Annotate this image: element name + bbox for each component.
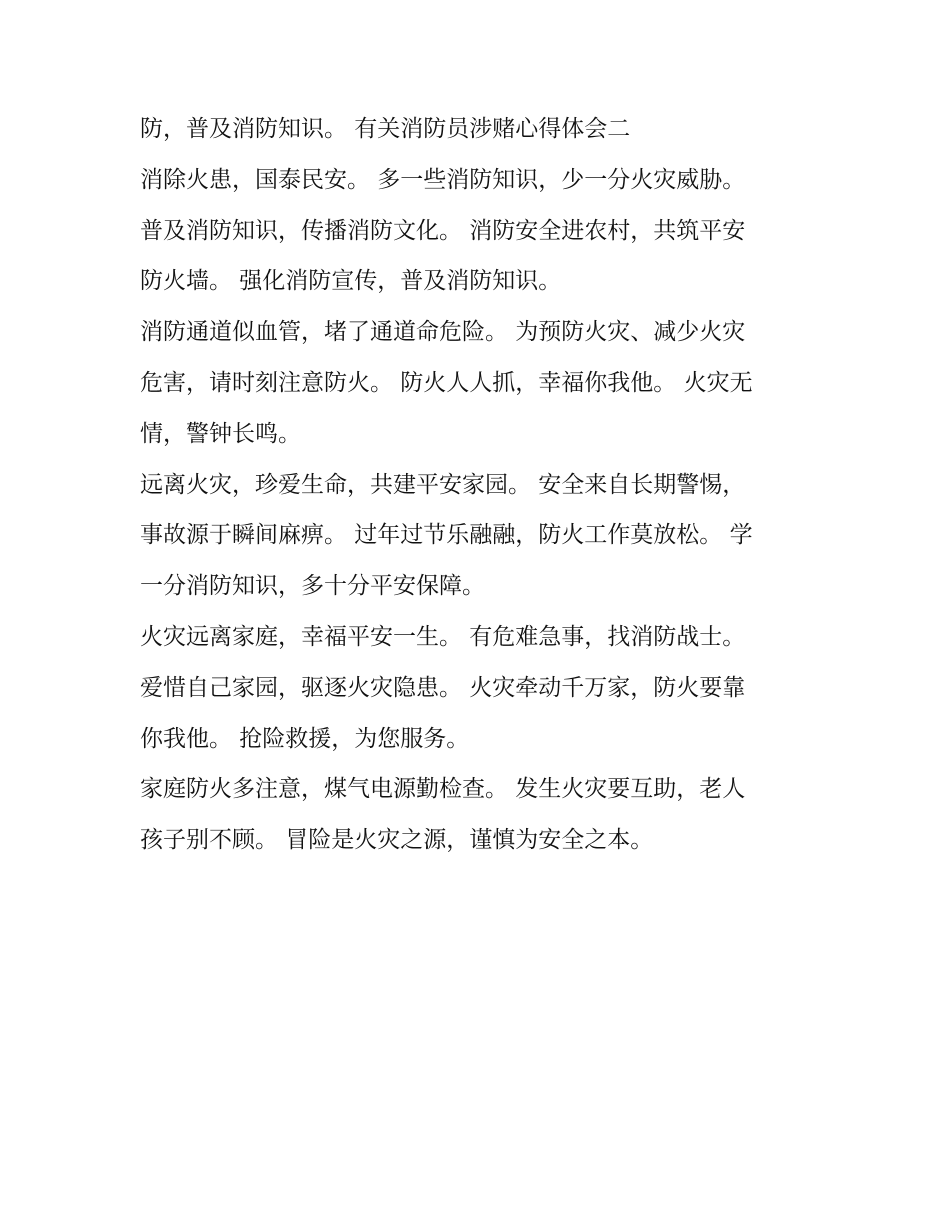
text-line: 防火墙。 强化消防宣传，普及消防知识。: [140, 268, 562, 295]
text-line: 防，普及消防知识。 有关消防员涉赌心得体会二: [140, 116, 631, 142]
text-line: 孩子别不顾。 冒险是火灾之源，谨慎为安全之本。: [140, 827, 654, 854]
text-line: 消除火患，国泰民安。 多一些消防知识，少一分火灾威胁。: [140, 166, 746, 193]
text-line: 你我他。 抢险救援，为您服务。: [140, 725, 470, 752]
text-line: 消防通道似血管，堵了通道命危险。 为预防火灾、减少火灾: [140, 319, 746, 346]
text-line: 危害，请时刻注意防火。 防火人人抓，幸福你我他。 火灾无: [140, 369, 753, 396]
text-line: 家庭防火多注意，煤气电源勤检查。 发生火灾要互助，老人: [140, 776, 746, 803]
text-line: 普及消防知识，传播消防文化。 消防安全进农村，共筑平安: [140, 217, 746, 244]
body-text: [140, 104, 820, 866]
text-line: 远离火灾，珍爱生命，共建平安家园。 安全来自长期警惕，: [140, 471, 746, 498]
text-line: 火灾远离家庭，幸福平安一生。 有危难急事，找消防战士。: [140, 623, 746, 650]
text-line: 爱惜自己家园，驱逐火灾隐患。 火灾牵动千万家，防火要靠: [140, 674, 746, 701]
text-line: 事故源于瞬间麻痹。 过年过节乐融融，防火工作莫放松。 学: [140, 522, 753, 549]
text-line: 一分消防知识，多十分平安保障。: [140, 573, 485, 600]
text-line: 情，警钟长鸣。: [140, 420, 301, 447]
